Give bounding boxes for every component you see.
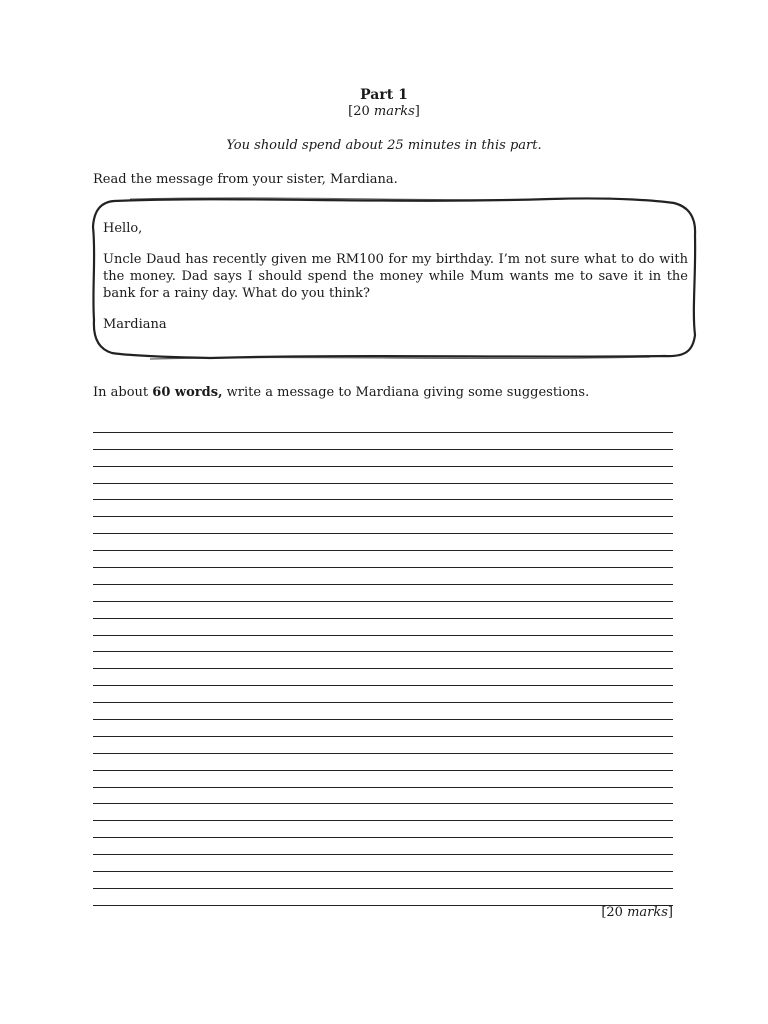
- answer-line[interactable]: [93, 669, 673, 686]
- write-instruction-suffix: write a message to Mardiana giving some suggestions.: [222, 385, 590, 400]
- answer-line[interactable]: [93, 838, 673, 855]
- answer-line[interactable]: [93, 416, 673, 433]
- answer-line[interactable]: [93, 889, 673, 906]
- word-count-requirement: 60 words,: [152, 385, 223, 400]
- total-marks-word: marks: [627, 905, 668, 920]
- message-body: Uncle Daud has recently given me RM100 for my birthday. I’m not sure what to do with the money. Dad says I should spend the money while Mum wants me to save it in the bank for a rainy day. What do you think?: [103, 252, 688, 301]
- answer-line[interactable]: [93, 720, 673, 737]
- part-marks: [0, 104, 768, 119]
- answer-line[interactable]: [93, 855, 673, 872]
- answer-line[interactable]: [93, 484, 673, 501]
- answer-line[interactable]: [93, 534, 673, 551]
- answer-line[interactable]: [93, 737, 673, 754]
- answer-line[interactable]: [93, 821, 673, 838]
- message-text: [103, 220, 688, 333]
- answer-line[interactable]: [93, 754, 673, 771]
- message-greeting: Hello,: [103, 221, 143, 236]
- total-marks-open: [20: [601, 905, 628, 920]
- answer-line[interactable]: [93, 619, 673, 636]
- answer-line[interactable]: [93, 652, 673, 669]
- answer-line[interactable]: [93, 467, 673, 484]
- answer-line[interactable]: [93, 450, 673, 467]
- answer-line[interactable]: [93, 568, 673, 585]
- answer-line[interactable]: [93, 872, 673, 889]
- part-marks-open: [20: [348, 104, 374, 119]
- write-instruction-prefix: In about: [93, 385, 153, 400]
- answer-line[interactable]: [93, 771, 673, 788]
- answer-line[interactable]: [93, 551, 673, 568]
- answer-line[interactable]: [93, 703, 673, 720]
- answer-line[interactable]: [93, 585, 673, 602]
- answer-line[interactable]: [93, 804, 673, 821]
- answer-line[interactable]: [93, 517, 673, 534]
- part-marks-word: marks: [373, 104, 415, 119]
- answer-line[interactable]: [93, 788, 673, 805]
- total-marks: [601, 905, 673, 920]
- total-marks-close: ]: [667, 905, 673, 920]
- answer-line[interactable]: [93, 500, 673, 517]
- answer-writing-area[interactable]: [93, 416, 673, 906]
- answer-line[interactable]: [93, 433, 673, 450]
- read-instruction: Read the message from your sister, Mardiana.: [93, 172, 398, 187]
- write-instruction: [93, 385, 589, 400]
- part-title: Part 1: [360, 87, 408, 103]
- message-signature: Mardiana: [103, 317, 167, 332]
- message-box: [90, 195, 698, 360]
- answer-line[interactable]: [93, 686, 673, 703]
- part-marks-close: ]: [414, 104, 420, 119]
- time-note: You should spend about 25 minutes in this part.: [226, 138, 542, 153]
- answer-line[interactable]: [93, 636, 673, 653]
- answer-line[interactable]: [93, 602, 673, 619]
